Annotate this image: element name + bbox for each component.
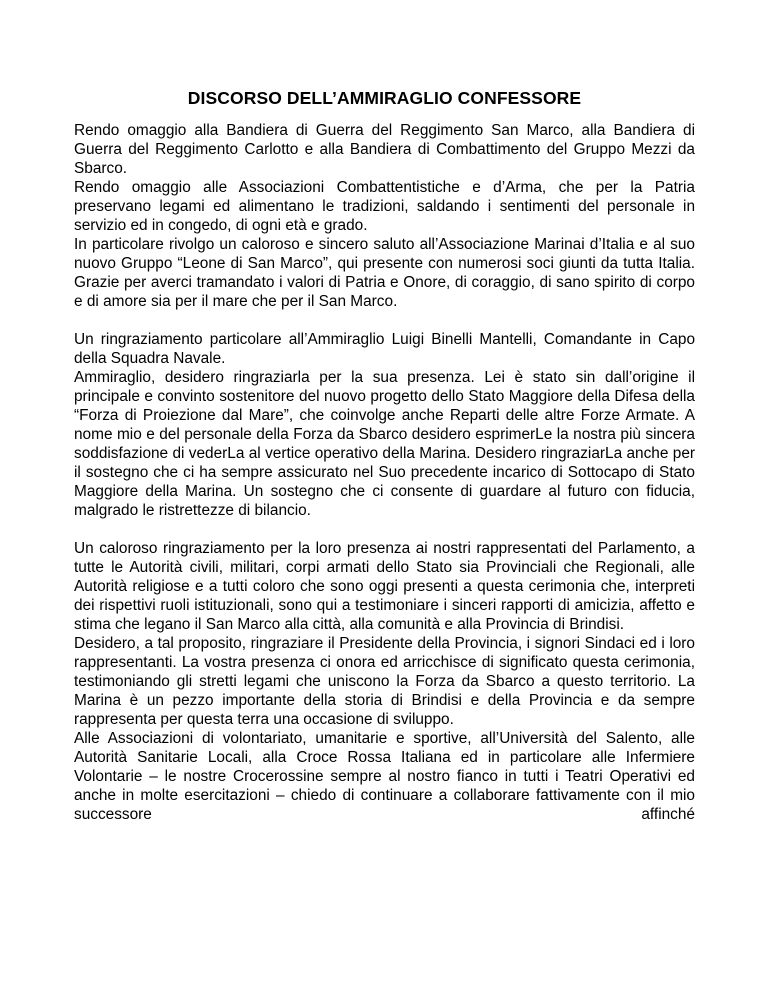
section-authorities-thanks — [74, 539, 695, 824]
paragraph: Rendo omaggio alle Associazioni Combattentistiche e d’Arma, che per la Patria preservano legami ed alimentano le tradizioni, saldando i sentimenti del personale in servizio ed in congedo, di ogni età e grado. — [74, 179, 695, 234]
paragraph: Ammiraglio, desidero ringraziarla per la sua presenza. Lei è stato sin dall’origine il principale e convinto sostenitore del nuovo progetto dello Stato Maggiore della Difesa della “Forza di Proiezione dal Mare”, che coinvolge anche Reparti delle altre Forze Armate. A nome mio e del personale della Forza da Sbarco desidero esprimerLe la nostra più sincera soddisfazione di vederLa al vertice operativo della Marina. Desidero ringraziarLa anche per il sostegno che ci ha sempre assicurato nel Suo precedente incarico di Sottocapo di Stato Maggiore della Marina. Un sostegno che ci consente di guardare al futuro con fiducia, malgrado le ristrettezze di bilancio. — [74, 369, 695, 519]
section-greetings — [74, 121, 695, 311]
paragraph: Alle Associazioni di volontariato, umanitarie e sportive, all’Università del Salento, alle Autorità Sanitarie Locali, alla Croce Rossa Italiana ed in particolare alle Infermiere Volontarie – le nostre Crocerossine sempre al nostro fianco in tutti i Teatri Operativi ed anche in molte esercitazioni – chiedo di continuare a collaborare fattivamente con il mio successore affinché — [74, 730, 695, 823]
document-title: DISCORSO DELL’AMMIRAGLIO CONFESSORE — [187, 88, 582, 108]
paragraph: Desidero, a tal proposito, ringraziare il Presidente della Provincia, i signori Sindaci ed i loro rappresentanti. La vostra presenza ci onora ed arricchisce di significato questa cerimonia, testimoniando gli stretti legami che uniscono la Forza da Sbarco a questo territorio. La Marina è un pezzo importante della storia di Brindisi e della Provincia e da sempre rappresenta per questa terra una occasione di sviluppo. — [74, 635, 695, 728]
document-page — [74, 87, 695, 843]
paragraph: Un caloroso ringraziamento per la loro presenza ai nostri rappresentati del Parlamento, a tutte le Autorità civili, militari, corpi armati dello Stato sia Provinciali che Regionali, alle Autorità religiose e a tutti coloro che sono oggi presenti a questa cerimonia che, interpreti dei rispettivi ruoli istituzionali, sono qui a testimoniare i sinceri rapporti di amicizia, affetto e stima che legano il San Marco alla città, alla comunità e alla Provincia di Brindisi. — [74, 540, 695, 633]
paragraph: Un ringraziamento particolare all’Ammiraglio Luigi Binelli Mantelli, Comandante in Capo della Squadra Navale. — [74, 331, 695, 367]
paragraph: Rendo omaggio alla Bandiera di Guerra del Reggimento San Marco, alla Bandiera di Guerra del Reggimento Carlotto e alla Bandiera di Combattimento del Gruppo Mezzi da Sbarco. — [74, 122, 695, 177]
paragraph: In particolare rivolgo un caloroso e sincero saluto all’Associazione Marinai d’Italia e al suo nuovo Gruppo “Leone di San Marco”, qui presente con numerosi soci giunti da tutta Italia. Grazie per averci tramandato i valori di Patria e Onore, di coraggio, di sano spirito di corpo e di amore sia per il mare che per il San Marco. — [74, 236, 695, 310]
section-admiral-thanks — [74, 330, 695, 520]
